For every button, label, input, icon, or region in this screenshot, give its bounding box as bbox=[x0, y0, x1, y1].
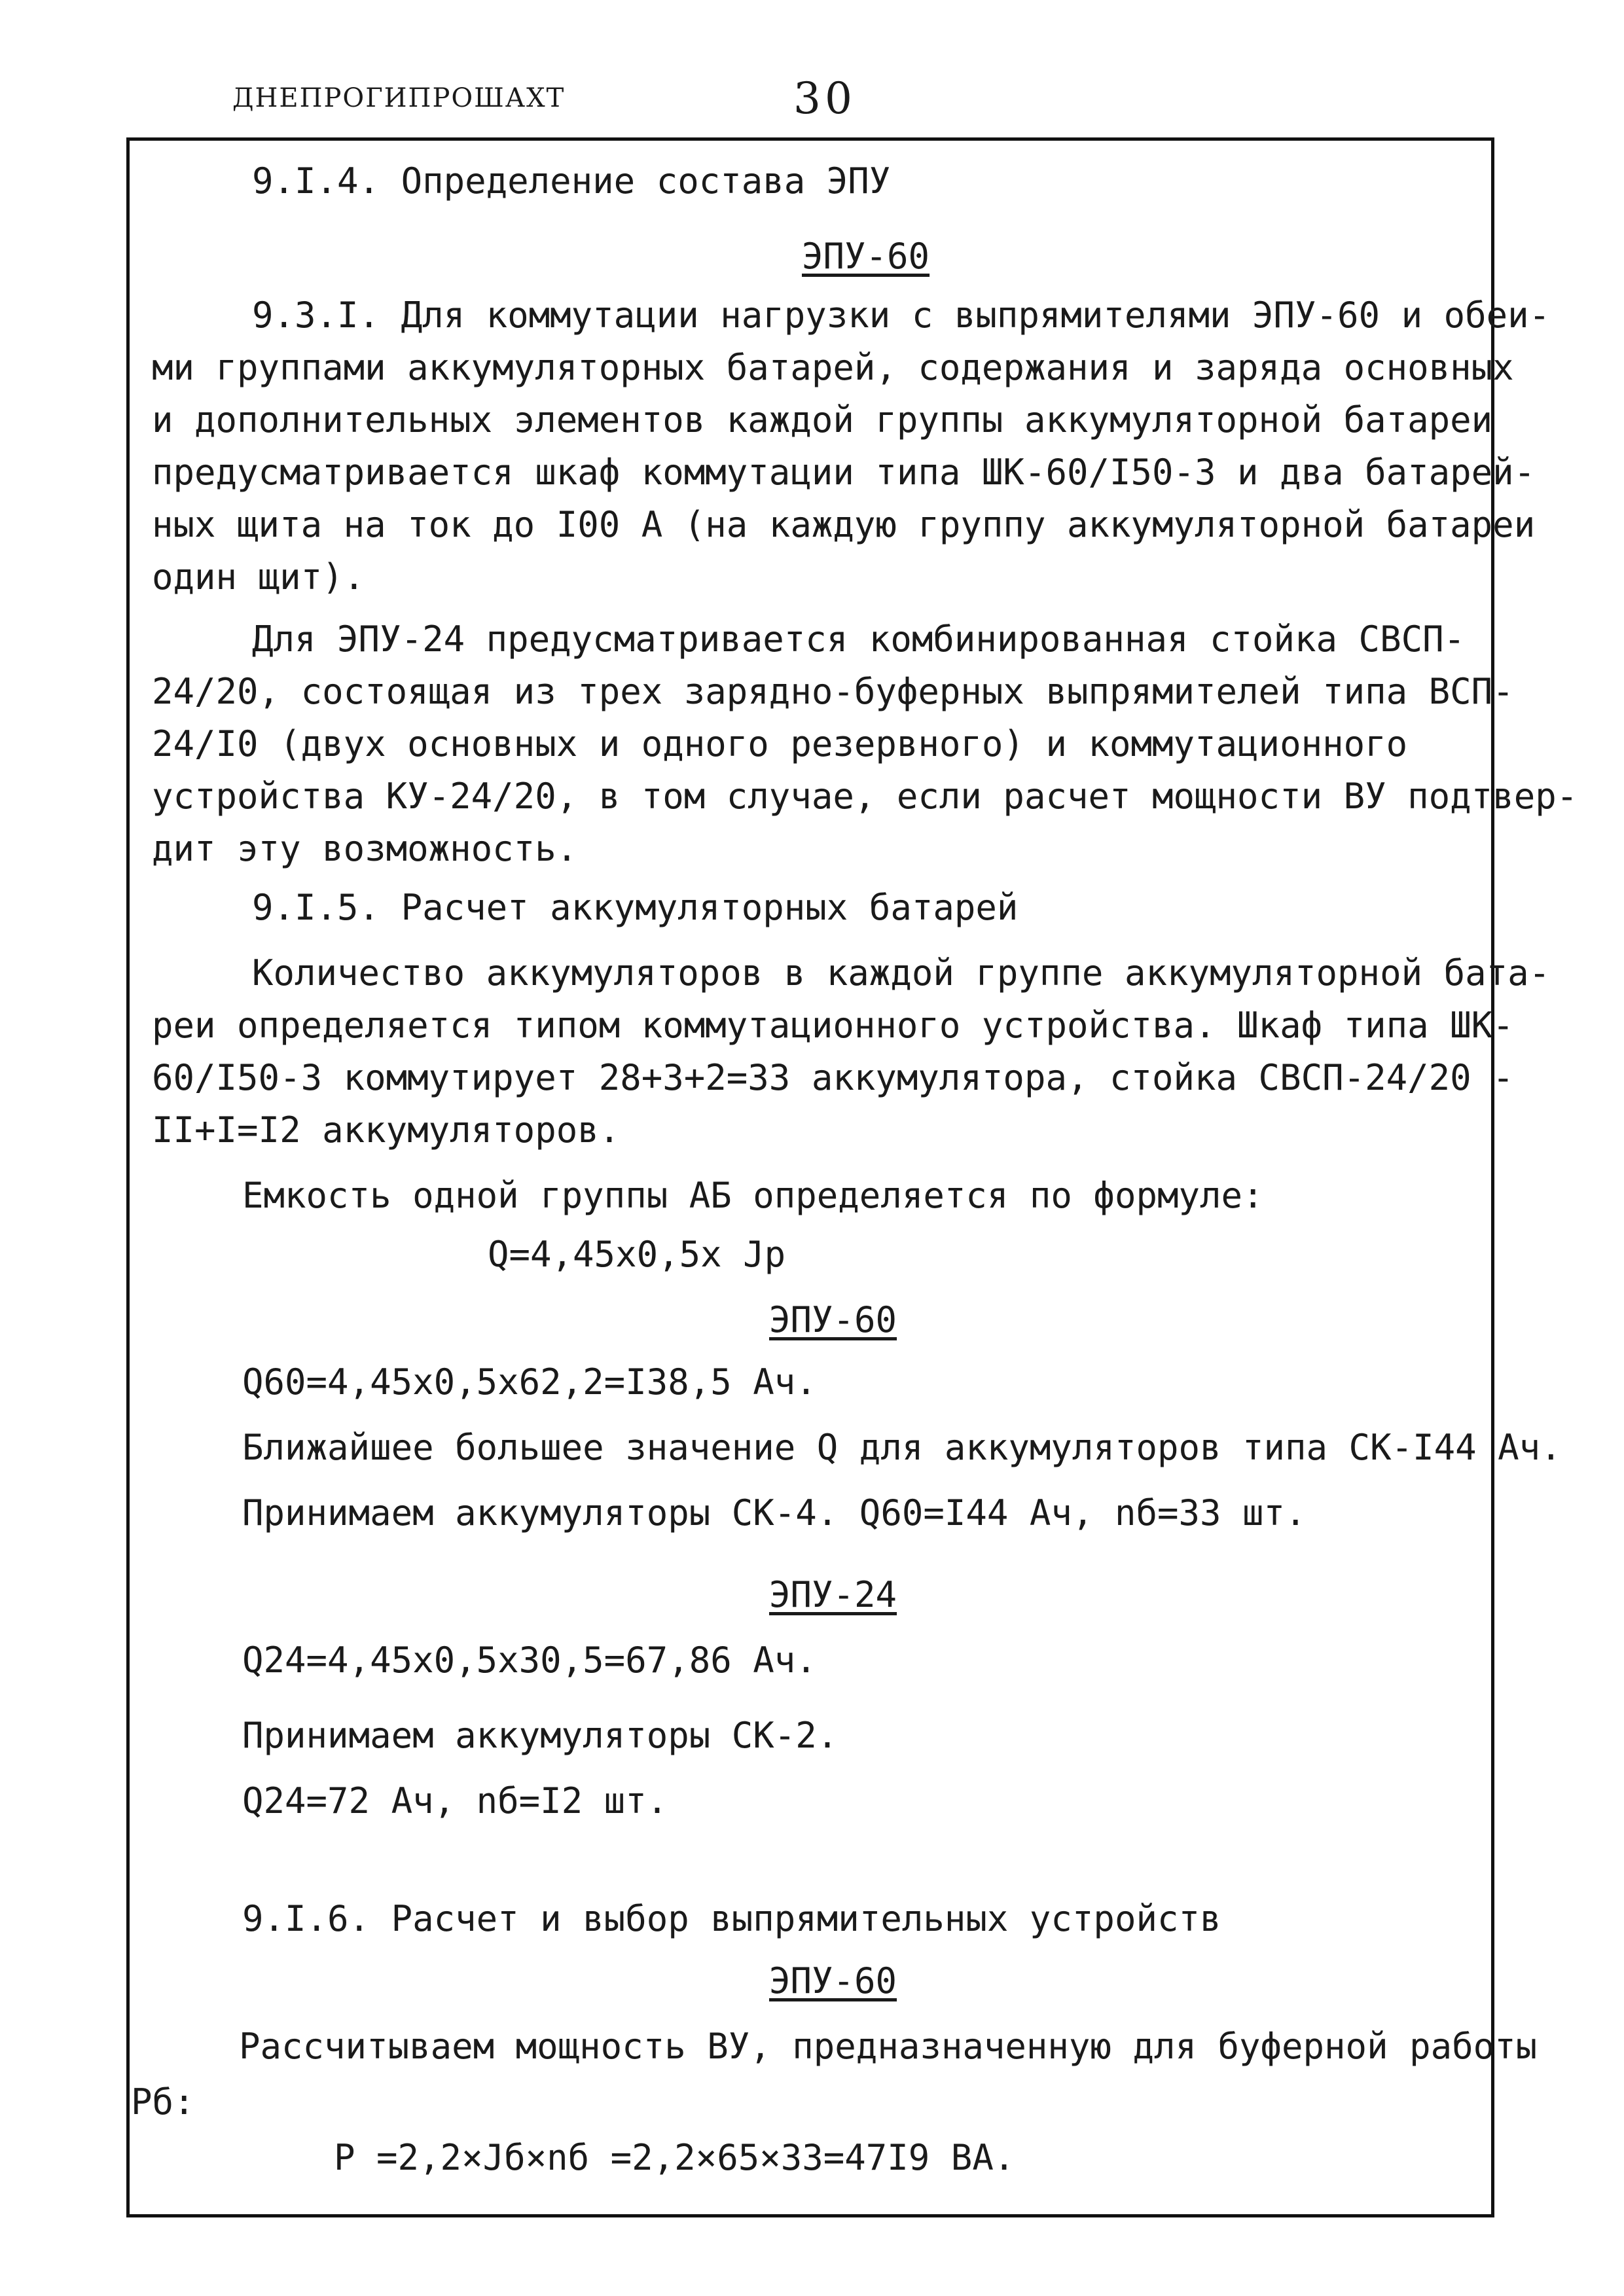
organization-header: ДНЕПРОГИПРОШАХТ bbox=[232, 83, 566, 113]
text-line: реи определяется типом коммутационного устройства. Шкаф типа ШК- bbox=[152, 1005, 1514, 1046]
text-line: Для ЭПУ-24 предусматривается комбинированная стойка СВСП- bbox=[252, 619, 1466, 660]
formula: Q60=4,45х0,5х62,2=I38,5 Ач. bbox=[242, 1361, 817, 1403]
text-line: Количество аккумуляторов в каждой группе аккумуляторной бата- bbox=[252, 952, 1551, 994]
text-line: ми группами аккумуляторных батарей, содержания и заряда основных bbox=[152, 347, 1514, 388]
section-heading: 9.I.6. Расчет и выбор выпрямительных устройств bbox=[242, 1898, 1221, 1939]
text-line: Емкость одной группы АБ определяется по формуле: bbox=[242, 1175, 1264, 1216]
subsection-title: ЭПУ-24 bbox=[769, 1574, 897, 1615]
text-line: 24/20, состоящая из трех зарядно-буферных выпрямителей типа ВСП- bbox=[152, 671, 1514, 712]
text-line: предусматривается шкаф коммутации типа ШК-60/I50-3 и два батарей- bbox=[152, 452, 1536, 493]
text-line: Q24=72 Ач, nб=I2 шт. bbox=[242, 1780, 668, 1821]
text-line: Принимаем аккумуляторы СК-2. bbox=[242, 1715, 839, 1756]
text-line: Ближайшее большее значение Q для аккумуляторов типа СК-I44 Ач. bbox=[242, 1427, 1562, 1468]
text-line: один щит). bbox=[152, 556, 365, 598]
subsection-title: ЭПУ-60 bbox=[769, 1960, 897, 2001]
text-line: 9.3.I. Для коммутации нагрузки с выпрямителями ЭПУ-60 и обеи- bbox=[252, 295, 1551, 336]
text-line: Принимаем аккумуляторы СК-4. Q60=I44 Ач, nб=33 шт. bbox=[242, 1492, 1307, 1534]
text-line: и дополнительных элементов каждой группы аккумуляторной батареи bbox=[152, 399, 1493, 440]
text-line: Рб: bbox=[131, 2081, 195, 2123]
subsection-title: ЭПУ-60 bbox=[769, 1299, 897, 1340]
page-number: 30 bbox=[793, 73, 856, 124]
section-heading: 9.I.5. Расчет аккумуляторных батарей bbox=[252, 887, 1019, 928]
formula: Q24=4,45х0,5х30,5=67,86 Ач. bbox=[242, 1640, 817, 1681]
text-line: II+I=I2 аккумуляторов. bbox=[152, 1109, 621, 1151]
text-line: ных щита на ток до I00 А (на каждую группу аккумуляторной батареи bbox=[152, 504, 1536, 545]
formula: Q=4,45х0,5х Jр bbox=[488, 1234, 786, 1275]
text-line: 60/I50-3 коммутирует 28+3+2=33 аккумулятора, стойка СВСП-24/20 - bbox=[152, 1057, 1514, 1098]
text-line: устройства КУ-24/20, в том случае, если расчет мощности ВУ подтвер- bbox=[152, 776, 1578, 817]
text-line: 24/I0 (двух основных и одного резервного) и коммутационного bbox=[152, 723, 1408, 764]
text-line: Рассчитываем мощность ВУ, предназначенную для буферной работы bbox=[239, 2026, 1538, 2067]
section-heading: 9.I.4. Определение состава ЭПУ bbox=[252, 160, 891, 202]
subsection-title: ЭПУ-60 bbox=[802, 236, 930, 277]
text-line: дит эту возможность. bbox=[152, 828, 578, 869]
formula: Р =2,2×Jб×nб =2,2×65×33=47I9 ВА. bbox=[334, 2137, 1015, 2178]
